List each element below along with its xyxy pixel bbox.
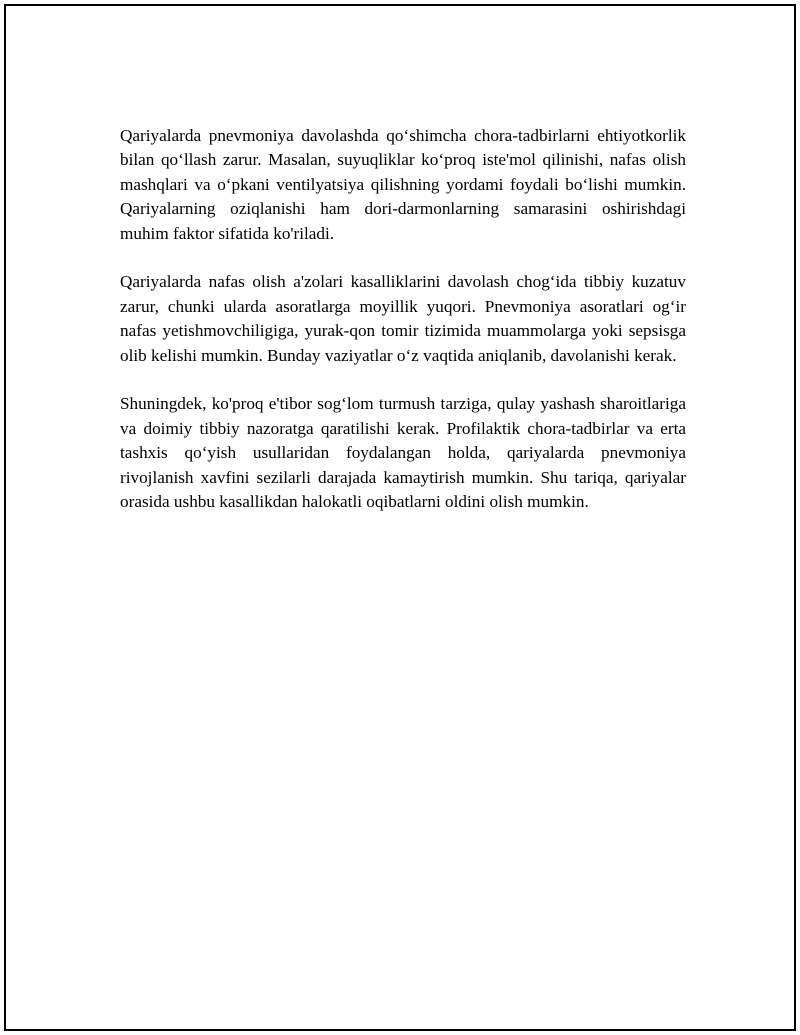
document-page <box>4 4 796 1031</box>
paragraph-1: Qariyalarda pnevmoniya davolashda qo‘shimcha chora-tadbirlarni ehtiyotkorlik bilan qo‘llash zarur. Masalan, suyuqliklar ko‘proq iste'mol qilinishi, nafas olish mashqlari va o‘pkani ventilyatsiya qilishning yordami foydali bo‘lishi mumkin. Qariyalarning oziqlanishi ham dori-darmonlarning samarasini oshirishdagi muhim faktor sifatida ko'riladi. <box>120 126 686 243</box>
paragraph-3: Shuningdek, ko'proq e'tibor sog‘lom turmush tarziga, qulay yashash sharoitlariga va doimiy tibbiy nazoratga qaratilishi kerak. Profilaktik chora-tadbirlar va erta tashxis qo‘yish usullaridan foydalangan holda, qariyalarda pnevmoniya rivojlanish xavfini sezilarli darajada kamaytirish mumkin. Shu tariqa, qariyalar orasida ushbu kasallikdan halokatli oqibatlarni oldini olish mumkin. <box>120 394 686 512</box>
paragraph-2: Qariyalarda nafas olish a'zolari kasalliklarini davolash chog‘ida tibbiy kuzatuv zarur, chunki ularda asoratlarga moyillik yuqori. Pnevmoniya asoratlari og‘ir nafas yetishmovchiligiga, yurak-qon tomir tizimida muammolarga yoki sepsisga olib kelishi mumkin. Bunday vaziyatlar o‘z vaqtida aniqlanib, davolanishi kerak. <box>120 272 686 365</box>
document-body <box>120 124 686 539</box>
